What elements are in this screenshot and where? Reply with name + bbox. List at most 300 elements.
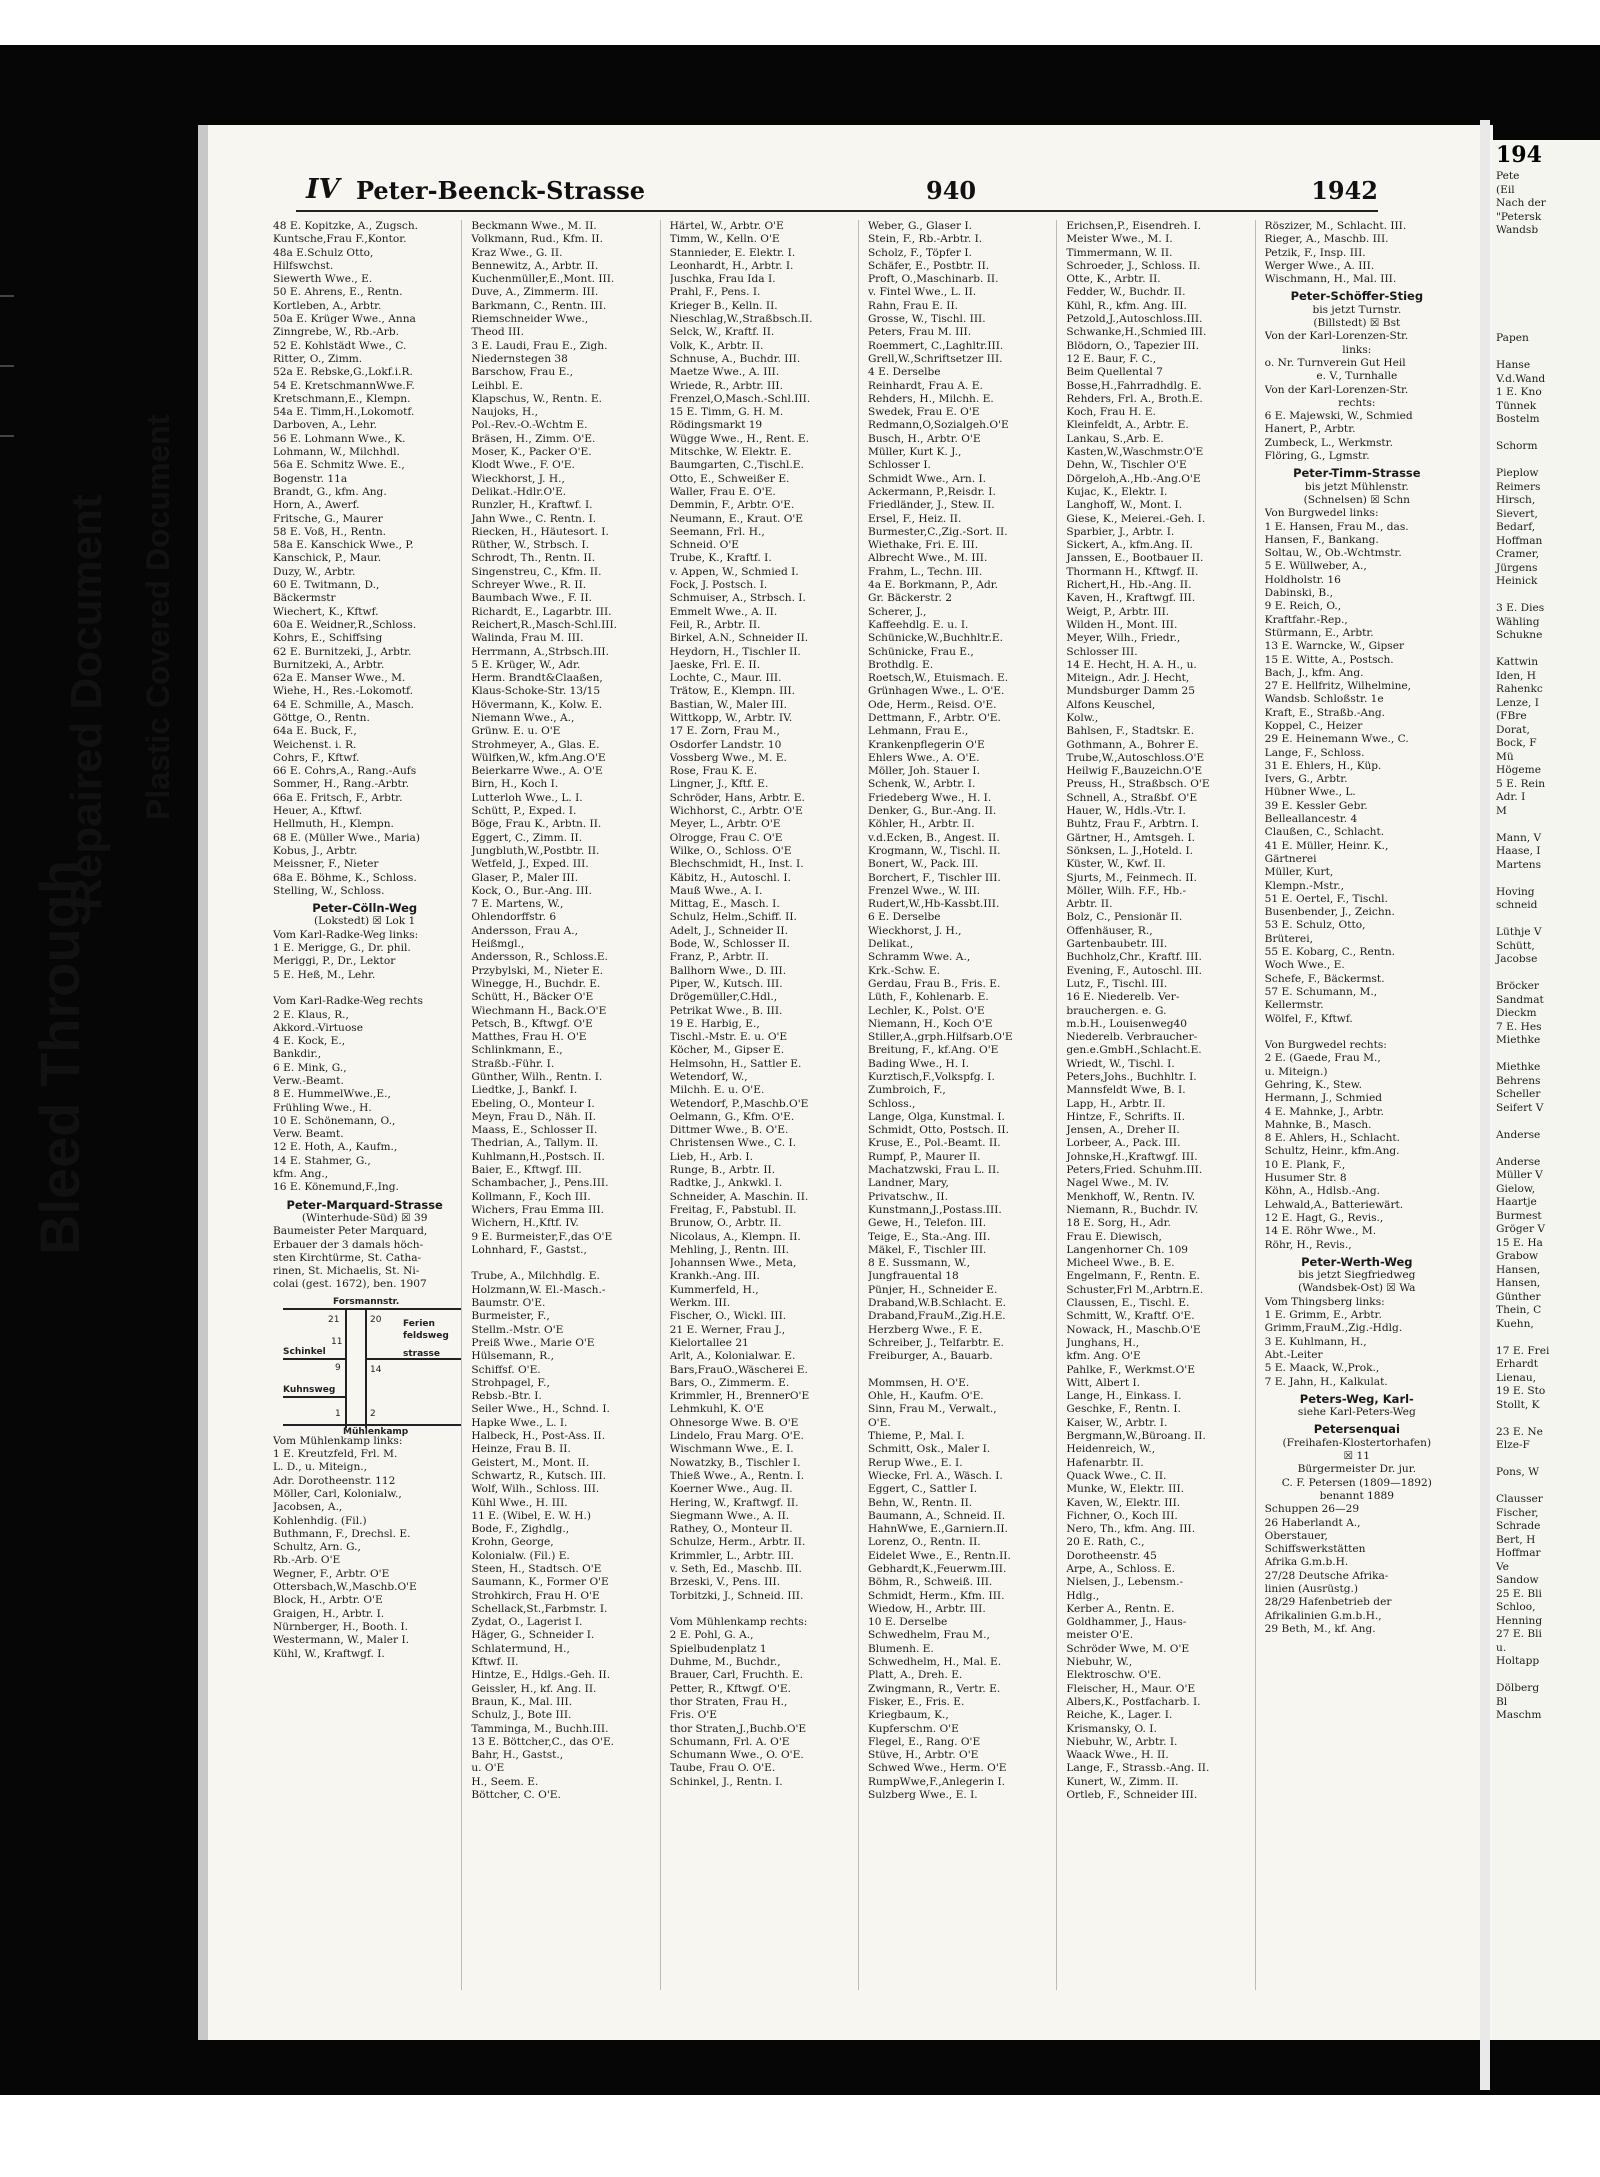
directory-entry: Redmann,O,Sozialgeh.O'E [867,419,1009,432]
directory-entry: u. O'E [471,1762,505,1775]
directory-entry: 29 Beth, M., kf. Ang. [1264,1622,1376,1635]
directory-entry: Lapp, H., Arbtr. II. [1066,1097,1166,1110]
directory-entry: Schiffsf. O'E. [471,1363,541,1376]
directory-entry: Frenzel Wwe., W. III. [867,884,981,897]
directory-entry: Sulzberg Wwe., E. I. [867,1789,978,1802]
street-note: e. V., Turnhalle [1316,370,1398,383]
directory-entry: Soltau, W., Ob.-Wchtmstr. [1264,547,1402,560]
directory-entry: Schröder, Hans, Arbtr. E. [669,791,805,804]
directory-entry: Nürnberger, H., Booth. I. [273,1620,409,1633]
neighbor-entry: (FBre [1496,710,1527,722]
directory-page [198,125,1493,2040]
neighbor-entry: Mü [1496,750,1514,763]
directory-entry: Schlinkmann, E., [471,1044,563,1057]
directory-entry: 4 E. Kock, E., [273,1035,346,1048]
directory-entry: Liedtke, J., Bankf. I. [471,1084,578,1097]
street-note: links: [1342,343,1372,356]
directory-entry: Christensen Wwe., C. I. [669,1137,797,1150]
directory-entry: Baumbach Wwe., F. II. [471,592,593,605]
neighbor-entry: Fischer, [1496,1506,1539,1519]
neighbor-entry: Ve [1496,1560,1509,1573]
directory-entry: Lange, H., Einkass. I. [1066,1390,1182,1403]
directory-entry: Zinngrebe, W., Rb.-Arb. [273,326,400,339]
directory-entry: Otte, K., Arbtr. II. [1066,273,1161,286]
directory-entry: Lehmkuhl, K. O'E [669,1403,764,1416]
directory-entry: 1 E. Grimm, E., Arbtr. [1264,1309,1382,1322]
directory-entry: Klodt Wwe., F. O'E. [471,459,575,472]
directory-entry: Peters, Frau M. III. [867,326,972,339]
directory-entry: Lange, Olga, Kunstmal. I. [867,1110,1005,1123]
directory-entry: 31 E. Ehlers, H., Küp. [1264,759,1382,772]
directory-entry: Albers,K., Postfacharb. I. [1066,1695,1201,1708]
neighbor-entry: Adr. I [1496,791,1526,803]
directory-entry: Duve, A., Zimmerm. III. [471,286,599,299]
directory-entry: Olrogge, Frau C. O'E [669,831,783,844]
directory-entry: Nowack, H., Maschb.O'E [1066,1323,1201,1336]
directory-entry: Hülsemann, R., [471,1350,554,1363]
directory-entry: 51 E. Oertel, F., Tischl. [1264,892,1388,905]
directory-entry: Nowatzky, B., Tischler I. [669,1456,801,1469]
directory-entry: Rehders, Frl. A., Broth.E. [1066,392,1203,405]
directory-entry: Cohrs, F., Kftwf. [273,751,360,764]
directory-entry: Rödingsmarkt 19 [669,419,763,432]
directory-entry: Draband,FrauM.,Zig.H.E. [867,1310,1006,1323]
directory-entry: 26 Haberlandt A., [1264,1516,1361,1529]
directory-entry: 56 E. Lohmann Wwe., K. [273,432,406,445]
directory-entry: Lindelo, Frau Marg. O'E. [669,1430,804,1443]
directory-entry: Lutterloh Wwe., L. I. [471,791,583,804]
directory-entry: Sönksen, L. J.,Hoteld. I. [1066,844,1193,857]
directory-entry: Wölfel, F., Kftwf. [1264,1012,1353,1025]
street-note: benannt 1889 [1319,1489,1395,1502]
directory-entry: 53 E. Schulz, Otto, [1264,919,1366,932]
directory-entry: Von der Karl-Lorenzen-Str. [1264,330,1409,343]
directory-entry: v.d.Ecken, B., Angest. II. [867,831,1000,844]
directory-entry: 64a E. Buck, F., [273,725,357,738]
directory-entry: Klapschus, W., Rentn. E. [471,392,603,405]
directory-entry: Eggert, C., Zimm. II. [471,831,583,844]
directory-entry: Buthmann, F., Drechsl. E. [273,1527,411,1540]
directory-entry: 50 E. Ahrens, E., Rentn. [273,286,403,299]
directory-entry: 1 E. Merigge, G., Dr. phil. [273,942,411,955]
directory-entry: Nieschlag,W.,Straßbsch.II. [669,313,813,326]
directory-entry: Petrikat Wwe., B. III. [669,1004,783,1017]
directory-entry: 68 E. (Müller Wwe., Maria) [273,831,420,844]
directory-entry: Hintze, E., Hdlgs.-Geh. II. [471,1669,611,1682]
directory-entry: Baier, E., Kftwgf. III. [471,1164,582,1177]
directory-entry: Braun, K., Mal. III. [471,1695,573,1708]
directory-entry: gen.e.GmbH.,Schlacht.E. [1066,1044,1202,1057]
directory-entry: Schrodt, Th., Rentn. II. [471,552,596,565]
directory-entry: Müller, Kurt, [1264,866,1334,879]
directory-entry: Westermann, W., Maler I. [273,1634,410,1647]
directory-entry: Brüterei, [1264,932,1313,945]
directory-entry: 9 E. Reich, O., [1264,600,1342,613]
street-heading: Peter-Timm-Strasse [1293,467,1421,481]
directory-entry: Küster, W., Kwf. II. [1066,858,1166,871]
directory-entry: Schramm Wwe. A., [867,951,971,964]
directory-entry: Runge, B., Arbtr. II. [669,1164,776,1177]
directory-entry: Birkel, A.N., Schneider II. [669,632,809,645]
directory-entry: Ohle, H., Kaufm. O'E. [867,1390,984,1403]
directory-entry: Walinda, Frau M. III. [471,632,584,645]
directory-entry: Käbitz, H., Autoschl. I. [669,871,791,884]
directory-entry: Ivers, G., Arbtr. [1264,773,1348,786]
directory-entry: 60 E. Twitmann, D., [273,579,380,592]
directory-entry: Fritsche, G., Maurer [273,512,383,525]
directory-entry: Schreiber, J., Telfarbtr. E. [867,1336,1004,1349]
directory-entry: Scherer, J., [867,605,927,618]
neighbor-entry: Sandmat [1496,993,1544,1006]
directory-entry: Dehn, W., Tischler O'E [1066,459,1187,472]
directory-entry: rinen, St. Michaelis, St. Ni- [273,1265,420,1278]
directory-entry: Wichern, H.,Kftf. IV. [471,1217,579,1230]
directory-entry: RumpWwe,F.,Anlegerin I. [867,1775,1006,1788]
street-note: (Freihafen-Klostertorhafen) [1282,1436,1432,1449]
directory-entry: Rathey, O., Monteur II. [669,1523,793,1536]
directory-entry: Roemmert, C.,Laghltr.III. [867,339,1004,352]
neighbor-entry: Miethke [1496,1034,1541,1046]
directory-entry: Rb.-Arb. O'E [273,1554,341,1567]
street-note: ☒ 11 [1343,1450,1370,1463]
directory-entry: Niederelb. Verbraucher- [1066,1031,1198,1044]
directory-entry: Schmitt, W., Kraftf. O'E. [1066,1310,1195,1323]
neighbor-entry: Dieckm [1496,1007,1537,1019]
directory-entry: Schroeder, J., Schloss. II. [1066,259,1201,272]
directory-entry: Seemann, Frl. H., [669,525,765,538]
directory-column [1260,220,1454,1990]
directory-entry: Petsch, B., Kftwgf. O'E [471,1017,593,1030]
directory-entry: Kühl, R., kfm. Ang. III. [1066,299,1187,312]
directory-entry: 12 E. Baur, F. C., [1066,352,1157,365]
directory-entry: Piper, W., Kutsch. III. [669,977,783,990]
neighbor-entry: Hoffman [1496,534,1543,547]
neighbor-entry: Wandsb [1496,224,1539,236]
directory-entry: Schnuse, A., Buchdr. III. [669,352,801,365]
directory-entry: Reiche, K., Lager. I. [1066,1709,1173,1722]
neighbor-entry: Hansen, [1496,1277,1541,1289]
directory-entry: Blödorn, O., Tapezier III. [1066,339,1200,352]
neighbor-entry: Heinick [1496,575,1538,587]
neighbor-entry: Pieplow [1496,467,1539,479]
directory-entry: Fleischer, H., Maur. O'E [1066,1682,1196,1695]
directory-entry: Krankenpflegerin O'E [867,738,985,751]
directory-entry: Baumstr. O'E. [471,1297,546,1310]
directory-entry: Köhler, H., Arbtr. II. [867,818,975,831]
directory-entry: Ackermann, P.,Reisdr. I. [867,485,996,498]
street-note: bis jetzt Mühlenstr. [1304,480,1409,493]
directory-entry: Afrikalinien G.m.b.H., [1264,1609,1382,1622]
directory-entry: Petter, R., Kftwgf. O'E. [669,1682,791,1695]
directory-entry: Otto, E., Schweißer E. [669,472,790,485]
directory-entry: Lüth, F., Kohlenarb. E. [867,991,989,1004]
directory-entry: Möller, Wilh. F.F., Hb.- [1066,884,1187,897]
directory-entry: Preuss, H., Straßbsch. O'E [1066,778,1210,791]
directory-entry: Ohlendorffstr. 6 [471,911,557,924]
directory-entry: Schumann Wwe., O. O'E. [669,1749,804,1762]
directory-entry: Mehling, J., Rentn. III. [669,1243,790,1256]
directory-entry: Häger, G., Schneider I. [471,1629,595,1642]
directory-entry: Schünicke,W.,Buchhltr.E. [867,632,1003,645]
directory-entry: 8 E. Ahlers, H., Schlacht. [1264,1132,1401,1145]
directory-entry: 18 E. Sorg, H., Adr. [1066,1217,1171,1230]
neighbor-entry [1492,319,1600,333]
directory-entry: 1 E. Kreutzfeld, Frl. M. [273,1448,398,1461]
directory-entry: Halbeck, H., Post-Ass. II. [471,1430,606,1443]
directory-entry: Lorbeer, A., Pack. III. [1066,1137,1181,1150]
directory-entry: Schulze, Herm., Arbtr. II. [669,1536,806,1549]
directory-entry: Schiffswerkstätten [1264,1543,1366,1556]
neighbor-entry: Kuehn, [1496,1317,1534,1330]
directory-entry: Demmin, F., Arbtr. O'E. [669,499,795,512]
directory-entry: Kupferschm. O'E [867,1722,959,1735]
neighbor-entry [1492,1412,1600,1426]
directory-entry: Mannsfeldt Wwe, B. I. [1066,1084,1186,1097]
directory-entry: kfm. Ang., [273,1168,329,1181]
neighbor-entry: Bostelm [1496,413,1540,425]
neighbor-entry: Erhardt [1496,1358,1539,1370]
directory-entry: Spielbudenplatz 1 [669,1642,767,1655]
directory-entry: 9 E. Burmeister,F.,das O'E [471,1230,613,1243]
directory-entry: Delikat., [867,938,914,951]
directory-entry: Volkmann, Rud., Kfm. II. [471,233,603,246]
directory-entry: Kohrs, E., Schiffsing [273,632,383,645]
neighbor-entry: Maschm [1496,1709,1542,1721]
directory-entry: Schultz, Arn. G., [273,1541,361,1554]
directory-entry: Wandsb. Schloßstr. 1e [1264,693,1384,706]
directory-entry: Grosse, W., Tischl. III. [867,313,986,326]
directory-entry [471,1257,654,1270]
neighbor-entry [1492,589,1600,603]
directory-entry: Schwedhelm, Frau M., [867,1629,990,1642]
directory-entry: Oberstauer, [1264,1529,1328,1542]
directory-entry: Böge, Frau K., Arbtn. II. [471,818,602,831]
directory-entry: Mahnke, B., Masch. [1264,1118,1372,1131]
directory-entry: Fedder, W., Buchdr. II. [1066,286,1186,299]
directory-entry: Bars,FrauO.,Wäscherei E. [669,1363,808,1376]
directory-entry: 7 E. Jahn, H., Kalkulat. [1264,1375,1388,1388]
directory-entry: 3 E. Kuhlmann, H., [1264,1335,1367,1348]
directory-entry: Wieckhorst, J. H., [867,924,962,937]
directory-entry: 5 E. Maack, W.,Prok., [1264,1362,1380,1375]
directory-entry: Janssen, E., Bootbauer II. [1066,552,1204,565]
directory-entry: Heilwig F.,Bauzeichn.O'E [1066,765,1203,778]
directory-entry: Lohmann, W., Milchhdl. [273,446,400,459]
street-heading: Peter-Schöffer-Stieg [1290,290,1424,304]
directory-entry: 2 E. Klaus, R., [273,1008,349,1021]
map-house-number: 11 [331,1336,343,1347]
directory-entry: Vom Karl-Radke-Weg links: [273,928,419,941]
directory-entry: Von Burgwedel links: [1264,507,1379,520]
directory-entry: Bäckermstr [273,592,336,605]
street-note: C. F. Petersen (1809—1892) [1281,1476,1432,1489]
directory-entry: Kaiser, W., Arbtr. I. [1066,1416,1168,1429]
directory-entry: Möller, Carl, Kolonialw., [273,1487,402,1500]
directory-entry: Langhoff, W., Mont. I. [1066,499,1183,512]
directory-entry: 10 E. Derselbe [867,1616,948,1629]
directory-entry: Kuntsche,Frau F.,Kontor. [273,233,407,246]
directory-entry: Niemann, H., Koch O'E [867,1017,993,1030]
directory-entry: Wischmann Wwe., E. I. [669,1443,794,1456]
directory-entry: 1 E. Hansen, Frau M., das. [1264,520,1409,533]
directory-entry: Wiechert, K., Kftwf. [273,605,379,618]
directory-entry: Schwed Wwe., Herm. O'E [867,1762,1007,1775]
directory-entry: Friedländer, J., Stew. II. [867,499,995,512]
directory-entry: Niebuhr, W., [1066,1656,1133,1669]
directory-entry: Bennewitz, A., Arbtr. II. [471,259,599,272]
directory-entry: Kaven, W., Elektr. III. [1066,1496,1181,1509]
directory-entry: Wiecke, Frl. A., Wäsch. I. [867,1469,1003,1482]
directory-entry: Runzler, H., Kraftwf. I. [471,499,593,512]
directory-entry: Schütt, P., Exped. I. [471,805,577,818]
directory-entry: Mittag, E., Masch. I. [669,898,780,911]
neighbor-entry [1492,251,1600,265]
directory-entry: Werger Wwe., A. III. [1264,259,1375,272]
directory-entry: Adelt, J., Schneider II. [669,924,788,937]
neighbor-entry: 25 E. Bli [1496,1587,1542,1600]
directory-entry: Geissler, H., kf. Ang. II. [471,1682,597,1695]
directory-entry: Baumeister Peter Marquard, [273,1225,428,1238]
directory-entry: Lehmann, Frau E., [867,725,969,738]
neighbor-entry [1492,818,1600,832]
directory-column [268,220,462,1990]
directory-entry: Lankau, S.,Arb. E. [1066,432,1164,445]
neighbor-entry [1492,1453,1600,1467]
page-gutter [1480,120,1490,2090]
directory-entry: Ottersbach,W.,Maschb.O'E [273,1581,417,1594]
directory-entry: Stein, F., Rb.-Arbtr. I. [867,233,983,246]
directory-entry: Blechschmidt, H., Inst. I. [669,858,804,871]
directory-entry: 14 E. Hecht, H. A. H., u. [1066,658,1197,671]
directory-entry: Kftwf. II. [471,1656,519,1669]
neighbor-entry: Pons, W [1496,1466,1539,1478]
directory-entry: Herrmann, A.,Strbsch.III. [471,645,609,658]
directory-entry: 6 E. Derselbe [867,911,941,924]
directory-entry: Hövermann, K., Kolw. E. [471,698,603,711]
directory-entry: Kock, O., Bur.-Ang. III. [471,884,592,897]
directory-entry: Singenstreu, C., Kfm. II. [471,565,602,578]
directory-entry: Geschke, F., Rentn. I. [1066,1403,1181,1416]
directory-entry: Winegge, H., Buchdr. E. [471,977,601,990]
directory-entry: Mommsen, H. O'E. [867,1376,970,1389]
directory-entry: Stannieder, E. Elektr. I. [669,246,796,259]
street-note: siehe Karl-Peters-Weg [1297,1406,1416,1419]
directory-entry: Moser, K., Packer O'E. [471,446,592,459]
directory-entry: Mundsburger Damm 25 [1066,685,1195,698]
directory-entry: Lechler, K., Polst. O'E [867,1004,985,1017]
directory-entry: Schneid. O'E [669,539,739,552]
directory-entry: Hafenarbtr. II. [1066,1456,1144,1469]
street-note: (Wandsbek-Ost) ☒ Wa [1298,1282,1416,1295]
directory-entry: Fischer, O., Wickl. III. [669,1310,787,1323]
directory-entry: Lutz, F., Tischl. III. [1066,977,1168,990]
directory-entry: Klempn.-Mstr., [1264,879,1345,892]
directory-entry: Petzold,J.,Autoschloss.III. [1066,313,1203,326]
directory-entry: Nicolaus, A., Klempn. II. [669,1230,801,1243]
directory-entry: Böttcher, C. O'E. [471,1789,561,1802]
directory-entry: 10 E. Plank, F., [1264,1158,1346,1171]
directory-entry: Nielsen, J., Lebensm.- [1066,1576,1184,1589]
neighbor-entry: Elze-F [1496,1439,1530,1451]
directory-entry: Hdlg., [1066,1589,1100,1602]
directory-entry: Ehlers Wwe., A. O'E. [867,751,980,764]
directory-entry: Bankdir., [273,1048,322,1061]
directory-entry: Erbauer der 3 damals höch- [273,1238,424,1251]
directory-entry: 5 E. Heß, M., Lehr. [273,968,376,981]
directory-entry: Hellmuth, H., Klempn. [273,818,394,831]
map-road [365,1308,367,1428]
directory-entry: Meyer, L., Arbtr. O'E [669,818,781,831]
neighbor-entry: Hoffmar [1496,1547,1541,1559]
directory-entry: Werkm. III. [669,1297,731,1310]
directory-entry: Hering, W., Kraftwgf. II. [669,1496,799,1509]
street-note: rechts: [1338,396,1376,409]
directory-entry: Rebsb.-Btr. I. [471,1390,542,1403]
directory-entry: 8 E. Sussmann, W., [867,1257,971,1270]
directory-entry: Krohn, George, [471,1536,554,1549]
neighbor-entry: Bedarf, [1496,521,1536,533]
neighbor-entry: (Eil [1496,183,1515,196]
directory-entry: Feil, R., Arbtr. II. [669,618,761,631]
directory-entry: Hanert, P., Arbtr. [1264,423,1356,436]
directory-entry: Torbitzki, J., Schneid. III. [669,1589,804,1602]
directory-entry: Nero, Th., kfm. Ang. III. [1066,1523,1196,1536]
directory-entry: Freiburger, A., Bauarb. [867,1350,993,1363]
directory-entry: Claussen, E., Tischl. E. [1066,1297,1190,1310]
neighbor-entry: 1 E. Kno [1496,386,1542,398]
directory-entry: Baumann, A., Schneid. II. [867,1509,1006,1522]
map-street-label: Schinkel [283,1346,326,1357]
directory-entry: Schwedhelm, H., Mal. E. [867,1656,1002,1669]
directory-entry: Thormann H., Kftwgf. II. [1066,565,1199,578]
directory-entry: Verw. Beamt. [273,1128,344,1141]
neighbor-entry [1492,292,1600,306]
directory-entry: Koppel, C., Heizer [1264,719,1363,732]
directory-entry: Frühling Wwe., H. [273,1101,372,1114]
directory-entry: Blumenh. E. [867,1642,934,1655]
directory-entry: 58a E. Kanschick Wwe., P. [273,539,414,552]
directory-entry: Wolf, Wilh., Schloss. III. [471,1483,600,1496]
directory-entry: Hansen, F., Bankang. [1264,533,1379,546]
neighbor-entry: Schloo, [1496,1601,1536,1613]
directory-entry: 58 E. Voß, H., Rentn. [273,525,387,538]
directory-entry: Brzeski, V., Pens. III. [669,1576,781,1589]
directory-entry: Sinn, Frau M., Verwalt., [867,1403,997,1416]
neighbor-entry: Gröger V [1496,1223,1546,1235]
directory-entry: Wülfken,W., kfm.Ang.O'E [471,751,606,764]
directory-entry: Timm, W., Kelln. O'E [669,233,780,246]
directory-entry: Holzmann,W. El.-Masch.- [471,1283,606,1296]
directory-entry: Bolz, C., Pensionär II. [1066,911,1183,924]
directory-entry: Reinhardt, Frau A. E. [867,379,983,392]
directory-entry: 12 E. Hoth, A., Kaufm., [273,1141,398,1154]
directory-entry: Arbtr. II. [1066,898,1113,911]
directory-entry: Tamminga, M., Buchh.III. [471,1722,609,1735]
map-house-number: 21 [328,1314,340,1325]
directory-entry: Schneider, A. Maschin. II. [669,1190,809,1203]
neighbor-entry: Bl [1496,1695,1508,1708]
directory-entry: Ersel, F., Heiz. II. [867,512,962,525]
directory-entry: Hintze, F., Schrifts. II. [1066,1110,1185,1123]
map-street-label: Kuhnsweg [283,1384,336,1395]
directory-entry: Vom Karl-Radke-Weg rechts [273,995,423,1008]
directory-entry: 68a E. Böhme, K., Schloss. [273,871,417,884]
directory-entry: Kruse, E., Pol.-Beamt. II. [867,1137,1001,1150]
street-note: bis jetzt Siegfriedweg [1298,1269,1416,1282]
directory-entry: Duhme, M., Buchdr., [669,1656,781,1669]
directory-entry: v. Appen, W., Schmied I. [669,565,799,578]
street-heading: Peter-Cölln-Weg [312,902,418,916]
